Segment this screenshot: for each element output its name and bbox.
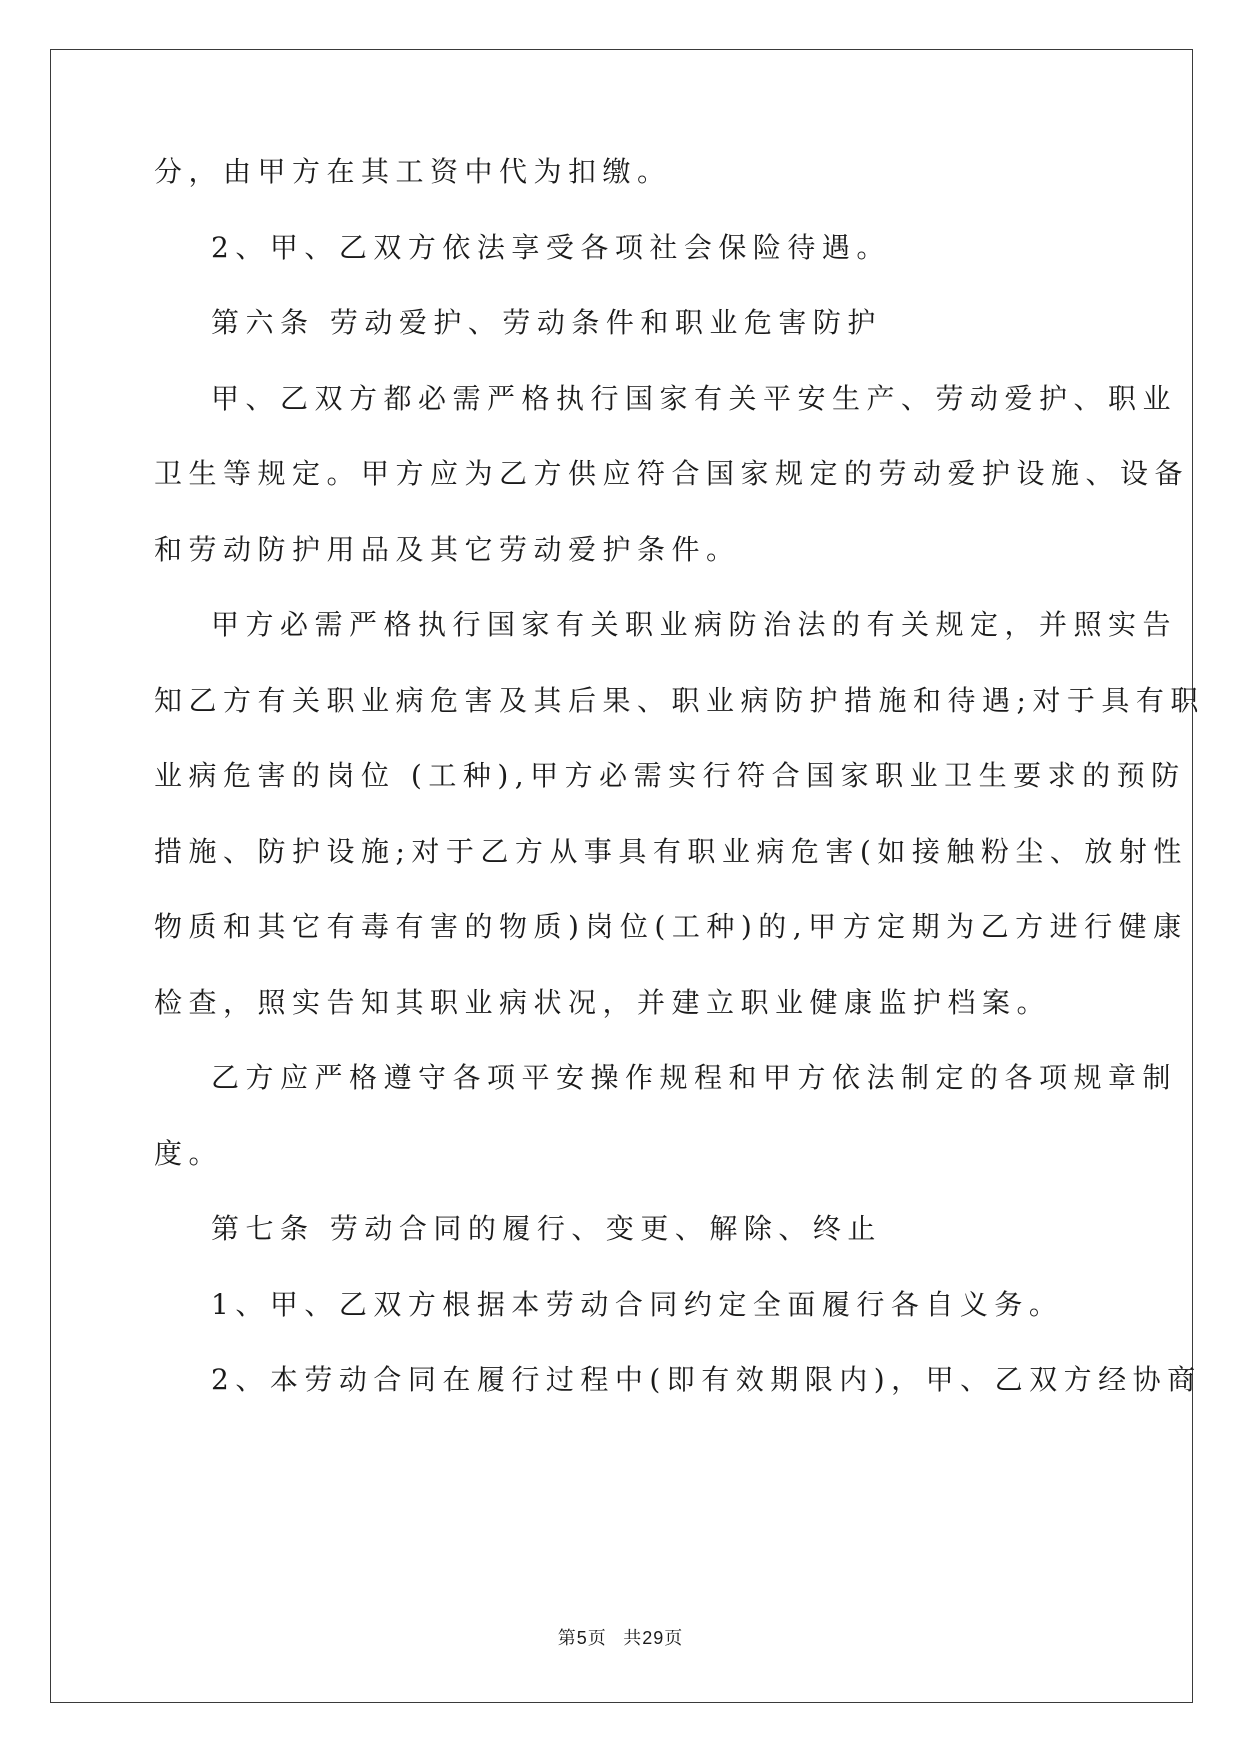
text-line: 措施、防护设施;对于乙方从事具有职业病危害(如接触粉尘、放射性 (154, 835, 1188, 868)
text-line: 1、甲、乙双方根据本劳动合同约定全面履行各自义务。 (211, 1288, 1064, 1321)
page-border (50, 49, 1193, 1703)
page-number: 5 (576, 1628, 588, 1648)
text-line: 2、甲、乙双方依法享受各项社会保险待遇。 (211, 231, 891, 264)
text-line: 甲方必需严格执行国家有关职业病防治法的有关规定，并照实告 (211, 608, 1178, 641)
section-heading: 第七条 劳动合同的履行、变更、解除、终止 (211, 1212, 882, 1245)
text-line: 度。 (154, 1137, 224, 1170)
text-line: 和劳动防护用品及其它劳动爱护条件。 (154, 533, 741, 566)
total-pages: 29 (642, 1628, 665, 1648)
text-line: 物质和其它有毒有害的物质)岗位(工种)的,甲方定期为乙方进行健康 (154, 910, 1188, 943)
text-line: 知乙方有关职业病危害及其后果、职业病防护措施和待遇;对于具有职 (154, 684, 1205, 717)
text-line: 甲、乙双方都必需严格执行国家有关平安生产、劳动爱护、职业 (211, 382, 1178, 415)
page-suffix: 页 (587, 1628, 607, 1648)
section-heading: 第六条 劳动爱护、劳动条件和职业危害防护 (211, 306, 882, 339)
page-footer (0, 1624, 1241, 1650)
text-line: 2、本劳动合同在履行过程中(即有效期限内)，甲、乙双方经协商 (211, 1363, 1202, 1396)
text-line: 检查，照实告知其职业病状况，并建立职业健康监护档案。 (154, 986, 1052, 1019)
total-prefix: 共 (623, 1628, 643, 1648)
text-line: 分，由甲方在其工资中代为扣缴。 (154, 155, 672, 188)
total-suffix: 页 (664, 1628, 684, 1648)
page-prefix: 第 (557, 1628, 577, 1648)
text-line: 乙方应严格遵守各项平安操作规程和甲方依法制定的各项规章制 (211, 1061, 1178, 1094)
text-line: 业病危害的岗位 (工种),甲方必需实行符合国家职业卫生要求的预防 (154, 759, 1186, 792)
text-line: 卫生等规定。甲方应为乙方供应符合国家规定的劳动爱护设施、设备 (154, 457, 1190, 490)
